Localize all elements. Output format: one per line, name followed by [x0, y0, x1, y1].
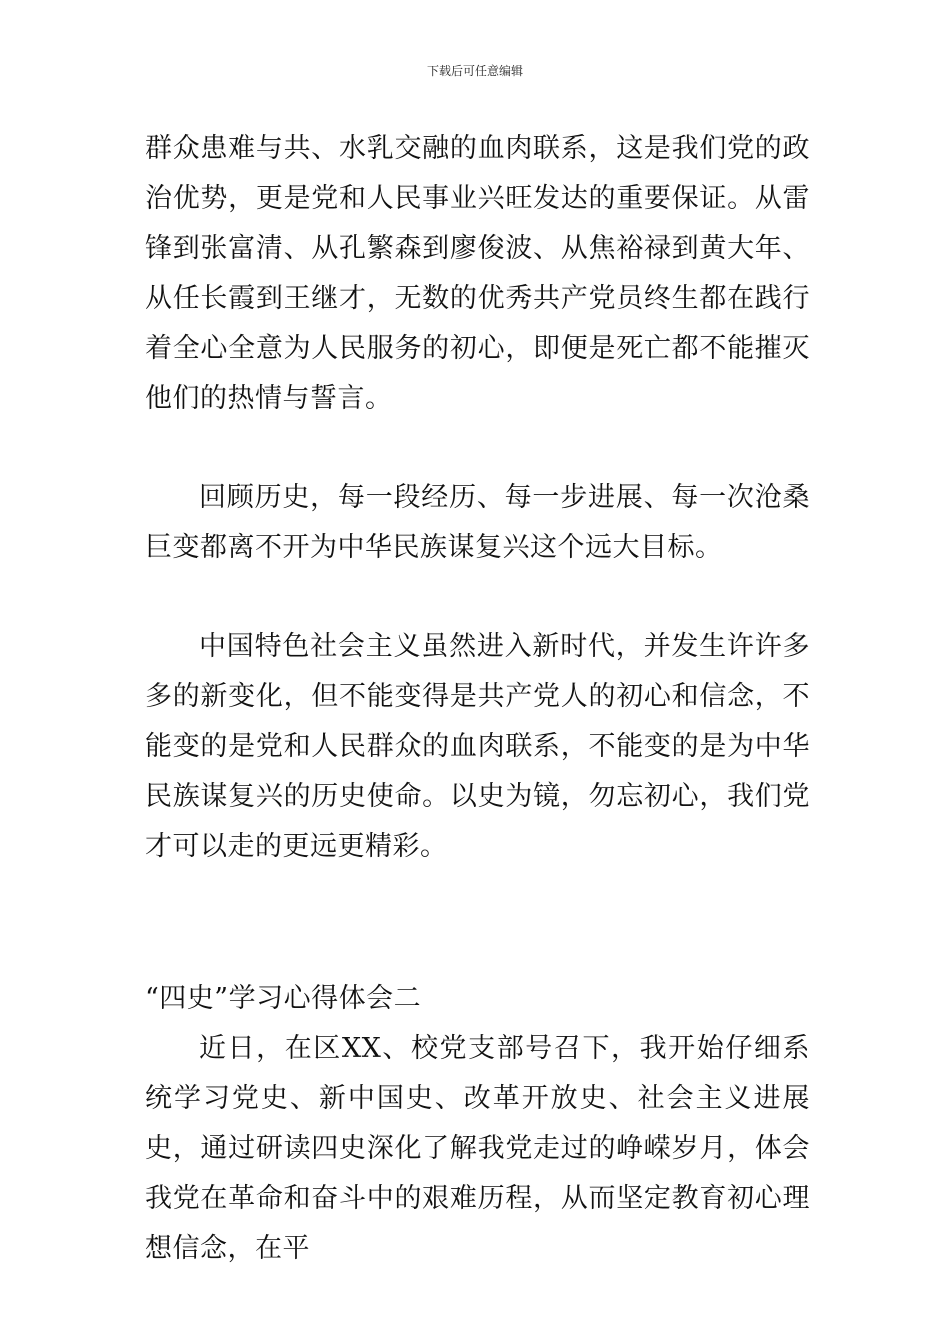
- paragraph-new-era: 中国特色社会主义虽然进入新时代，并发生许许多多的新变化，但不能变得是共产党人的初心和信念，不能变的是党和人民群众的血肉联系，不能变的是为中华民族谋复兴的历史使命。以史为镜，勿忘初心，我们党才可以走的更远更精彩。: [145, 631, 810, 862]
- page-header-note: 下载后可任意编辑: [426, 64, 523, 78]
- section-title: “四史”学习心得体会二: [145, 983, 422, 1014]
- paragraph-history-review: 回顾历史，每一段经历、每一步进展、每一次沧桑巨变都离不开为中华民族谋复兴这个远大目标。: [145, 482, 810, 563]
- paragraph-section-intro: 近日，在区XX、校党支部号召下，我开始仔细系统学习党史、新中国史、改革开放史、社会主义进展史，通过研读四史深化了解我党走过的峥嵘岁月，体会我党在革命和奋斗中的艰难历程，从而坚定教育初心理想信念，在平: [145, 1033, 810, 1264]
- paragraph-continuation: 群众患难与共、水乳交融的血肉联系，这是我们党的政治优势，更是党和人民事业兴旺发达的重要保证。从雷锋到张富清、从孔繁森到廖俊波、从焦裕禄到黄大年、从任长霞到王继才，无数的优秀共产党员终生都在践行着全心全意为人民服务的初心，即便是死亡都不能摧灭他们的热情与誓言。: [145, 133, 810, 414]
- document-body: [145, 124, 810, 1274]
